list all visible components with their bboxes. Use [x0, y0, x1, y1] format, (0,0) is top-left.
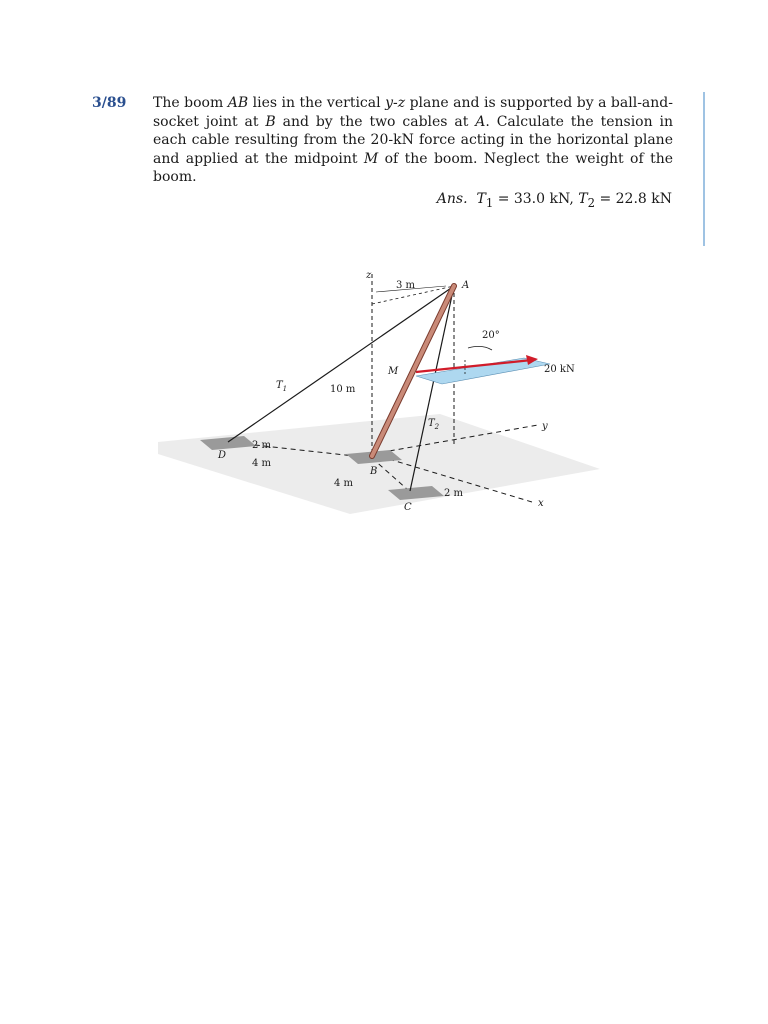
text-part-italic: AB [227, 95, 249, 111]
text-part: The boom [153, 95, 228, 111]
text-part-italic: A [475, 113, 486, 130]
text-part: plane and is supported by a ball-and-socket joint at [153, 95, 673, 130]
figure-svg [140, 264, 620, 520]
t1-subscript: 1 [282, 385, 288, 393]
t1-symbol: T [276, 380, 283, 391]
text-part: of the boom. Neglect the weight of the boom. [153, 150, 673, 185]
t2-subscript: 2 [434, 423, 440, 431]
t1-symbol: T [476, 191, 486, 207]
boom-figure [140, 264, 620, 520]
angle-label: 20° [482, 330, 500, 341]
problem-number: 3/89 [92, 95, 127, 111]
t1-value: = 33.0 kN, [497, 191, 574, 207]
text-part: . Calculate the tension in each cable resulting from the 20-kN force acting in the horizontal plane and applied at the midpoint [153, 113, 674, 167]
t1-subscript: 1 [485, 195, 494, 210]
margin-rule [703, 92, 705, 246]
t2-symbol: T [428, 418, 435, 429]
dim-4m-d-label: 4 m [252, 458, 272, 469]
dim-4m-c-label: 4 m [334, 478, 354, 489]
y-axis-label: y [542, 421, 548, 432]
point-c-label: C [404, 502, 412, 513]
t2-value: = 22.8 kN [599, 191, 672, 207]
dim-10m-label: 10 m [330, 384, 356, 395]
t2-symbol: T [578, 191, 588, 207]
text-part-italic: B [265, 113, 276, 130]
answer-prefix: Ans. [436, 191, 468, 207]
point-a-label: A [462, 280, 470, 291]
dim-2m-c-label: 2 m [444, 488, 464, 499]
point-b-label: B [370, 466, 378, 477]
text-part: lies in the vertical [248, 95, 386, 111]
dim-2m-d-label: 2 m [252, 440, 272, 451]
force-label: 20 kN [544, 364, 575, 375]
x-axis-label: x [538, 498, 544, 509]
angle-arc [468, 346, 492, 350]
dim-3m-label: 3 m [396, 280, 416, 291]
z-axis-label: z [366, 270, 372, 281]
point-d-label: D [218, 450, 227, 461]
problem-statement [153, 94, 673, 187]
t1-label [276, 380, 287, 393]
text-part: and by the two cables at [275, 113, 476, 130]
point-m-label: M [388, 366, 399, 377]
text-part-italic: y-z [385, 95, 406, 111]
answer-line [328, 190, 672, 213]
t2-subscript: 2 [587, 195, 595, 210]
text-part-italic: M [363, 150, 379, 167]
